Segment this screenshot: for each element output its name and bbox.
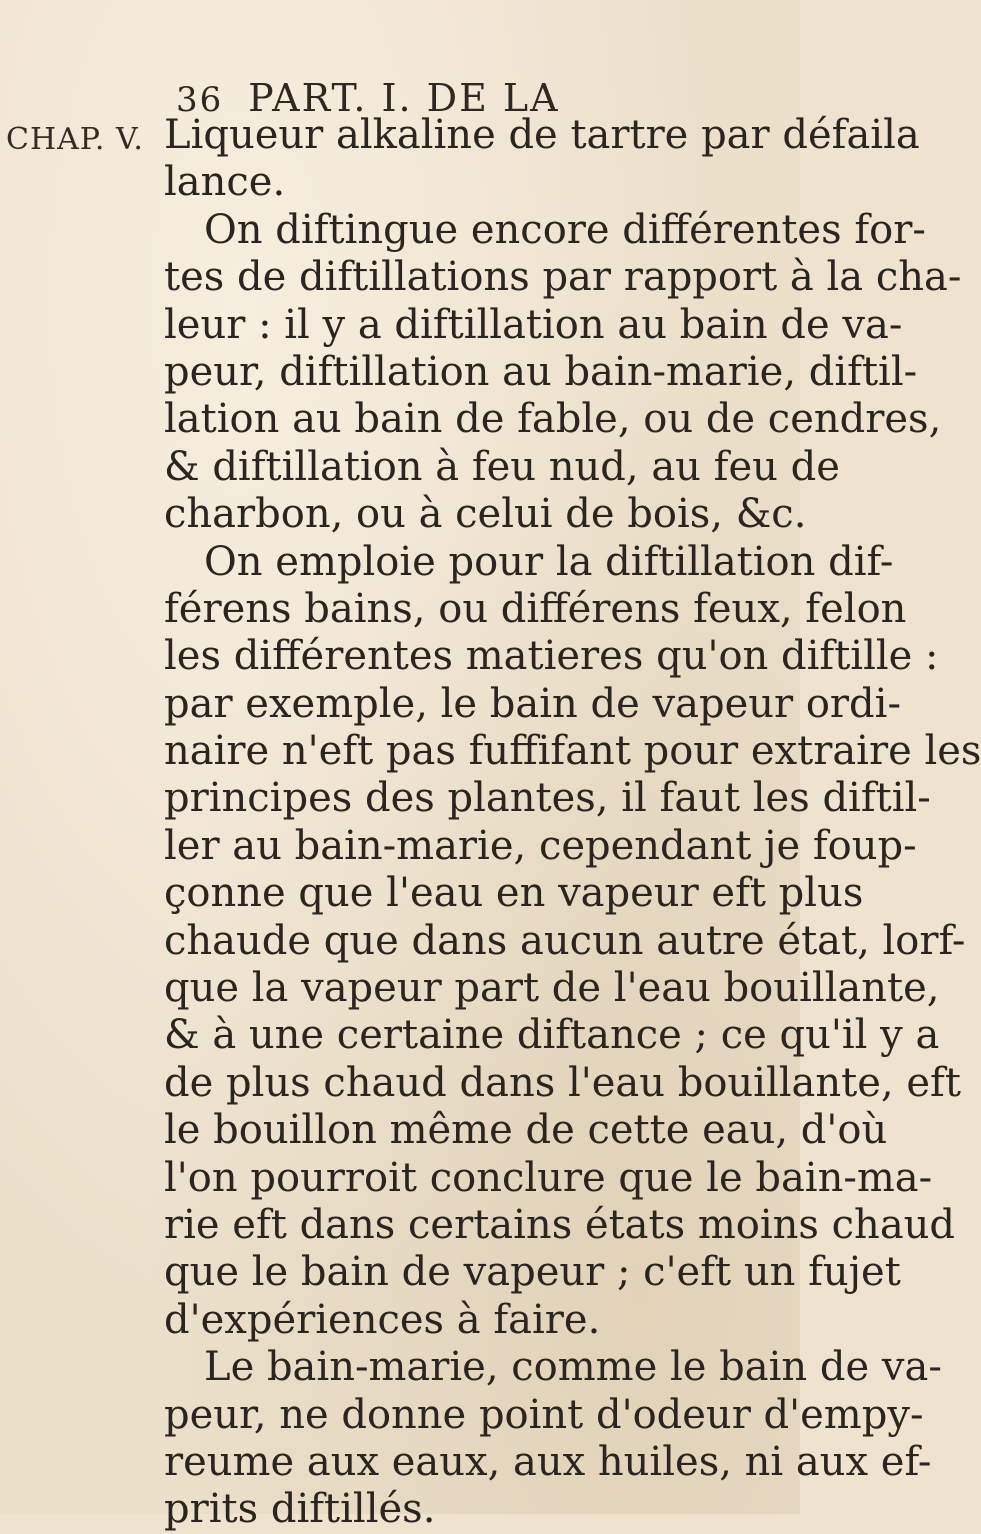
text-line: principes des plantes, il faut les diftil- bbox=[164, 775, 931, 822]
text-line: naire n'eft pas fuffifant pour extraire les bbox=[164, 728, 981, 775]
text-line: charbon, ou à celui de bois, &c. bbox=[164, 491, 807, 538]
text-line: On diftingue encore différentes for- bbox=[204, 206, 926, 253]
text-line: prits diftillés. bbox=[164, 1486, 436, 1533]
text-line: que la vapeur part de l'eau bouillante, bbox=[164, 965, 940, 1012]
text-line: par exemple, le bain de vapeur ordi- bbox=[164, 680, 901, 727]
text-line: ler au bain-marie, cependant je foup- bbox=[164, 822, 917, 869]
text-line: reume aux eaux, aux huiles, ni aux ef- bbox=[164, 1438, 932, 1485]
text-line: de plus chaud dans l'eau bouillante, eft bbox=[164, 1059, 961, 1106]
text-line: leur : il y a diftillation au bain de va- bbox=[164, 301, 903, 348]
text-line: que le bain de vapeur ; c'eft un fujet bbox=[164, 1249, 901, 1296]
text-line: rie eft dans certains états moins chaud bbox=[164, 1201, 956, 1248]
text-line: & à une certaine diftance ; ce qu'il y a bbox=[164, 1012, 940, 1059]
page-number: 36 bbox=[176, 80, 224, 120]
chapter-marker: CHAP. V. bbox=[6, 122, 144, 157]
text-line: l'on pourroit conclure que le bain-ma- bbox=[164, 1154, 933, 1201]
text-line: chaude que dans aucun autre état, lorf- bbox=[164, 917, 966, 964]
text-line: d'expériences à faire. bbox=[164, 1296, 601, 1343]
text-line: On emploie pour la diftillation dif- bbox=[204, 538, 894, 585]
text-line: & diftillation à feu nud, au feu de bbox=[164, 443, 840, 490]
running-title: PART. I. DE LA bbox=[248, 76, 560, 120]
text-line: les différentes matieres qu'on diftille : bbox=[164, 633, 939, 680]
text-line: lation au bain de fable, ou de cendres, bbox=[164, 396, 942, 443]
text-line: peur, ne donne point d'odeur d'empy- bbox=[164, 1391, 924, 1438]
text-line: férens bains, ou différens feux, felon bbox=[164, 585, 907, 632]
text-line: Liqueur alkaline de tartre par défaila bbox=[164, 112, 920, 158]
body-text bbox=[164, 112, 981, 1534]
text-line: peur, diftillation au bain-marie, diftil- bbox=[164, 348, 918, 395]
text-line: lance. bbox=[164, 159, 286, 206]
text-line: tes de diftillations par rapport à la cha- bbox=[164, 254, 962, 301]
text-line: le bouillon même de cette eau, d'où bbox=[164, 1107, 888, 1154]
text-line: Le bain-marie, comme le bain de va- bbox=[204, 1344, 942, 1391]
text-line: çonne que l'eau en vapeur eft plus bbox=[164, 870, 864, 917]
